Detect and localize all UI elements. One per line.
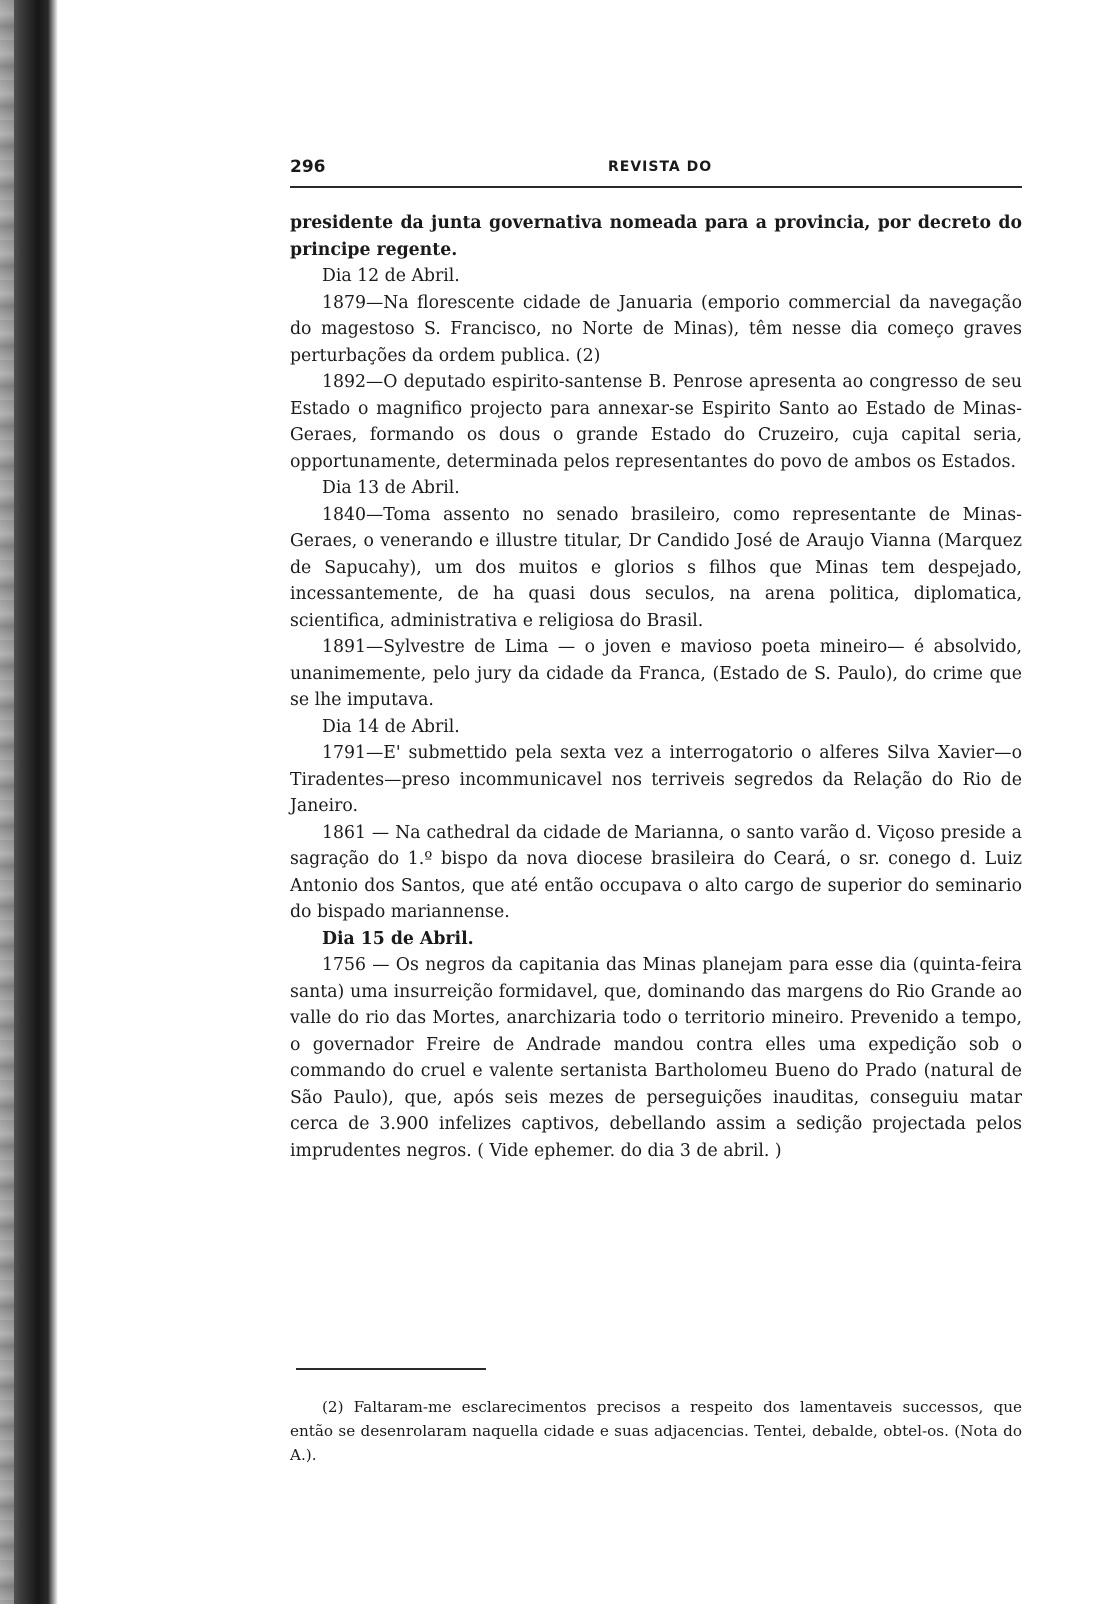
date-heading-13-april: Dia 13 de Abril. xyxy=(322,478,460,498)
entry-1879: 1879—Na florescente cidade de Januaria (emporio commercial da navegação do magestoso S. Francisco, no Norte de Minas), têm nesse dia começo graves perturbações da ordem publica. (2) xyxy=(290,292,1022,366)
entry-1861: 1861 — Na cathedral da cidade de Marianna, o santo varão d. Viçoso preside a sagração do 1.º bispo da nova diocese brasileira do Ceará, o sr. conego d. Luiz Antonio dos Santos, que até então occupava o alto cargo de superior do seminario do bispado mariannense. xyxy=(290,822,1022,922)
running-head xyxy=(290,157,1022,179)
entry-1756: 1756 — Os negros da capitania das Minas planejam para esse dia (quinta-feira santa) uma insurreição formidavel, que, dominando das margens do Rio Grande ao valle do rio das Mortes, anarchizaria todo o territorio mineiro. Prevenido a tempo, o governador Freire de Andrade mandou contra elles uma expedição sob o commando do cruel e valente sertanista Bartholomeu Bueno do Prado (natural de São Paulo), que, após seis mezes de perseguições inauditas, conseguiu matar cerca de 3.900 infelizes captivos, debellando assim a sedição projectada pelos imprudentes negros. ( Vide ephemer. do dia 3 de abril. ) xyxy=(290,955,1022,1161)
page-body xyxy=(290,210,1022,1164)
footnote-rule xyxy=(296,1368,486,1370)
page-number: 296 xyxy=(290,157,326,177)
entry-1892: 1892—O deputado espirito-santense B. Penrose apresenta ao congresso de seu Estado o magnifico projecto para annexar-se Espirito Santo ao Estado de Minas-Geraes, formando os dous o grande Estado do Cruzeiro, cuja capital seria, opportunamente, determinada pelos representantes do povo de ambos os Estados. xyxy=(290,372,1022,472)
entry-1840: 1840—Toma assento no senado brasileiro, como representante de Minas-Geraes, o venerando e illustre titular, Dr Candido José de Araujo Vianna (Marquez de Sapucahy), um dos muitos e glorios s filhos que Minas tem despejado, incessantemente, de ha quasi dous seculos, na arena politica, diplomatica, scientifica, administrativa e religiosa do Brasil. xyxy=(290,504,1022,631)
running-title: REVISTA DO xyxy=(608,159,713,175)
footnote xyxy=(290,1395,1022,1467)
date-heading-12-april: Dia 12 de Abril. xyxy=(322,266,460,286)
entry-1891: 1891—Sylvestre de Lima — o joven e mavioso poeta mineiro— é absolvido, unanimemente, pelo jury da cidade da Franca, (Estado de S. Paulo), do crime que se lhe imputava. xyxy=(290,637,1022,710)
date-heading-15-april: Dia 15 de Abril. xyxy=(322,928,474,949)
page-edge-texture xyxy=(0,0,14,1604)
header-rule xyxy=(290,186,1022,188)
date-heading-14-april: Dia 14 de Abril. xyxy=(322,716,460,737)
entry-1791: 1791—E' submettido pela sexta vez a interrogatorio o alferes Silva Xavier—o Tiradentes—preso incommunicavel nos terriveis segredos da Relação do Rio de Janeiro. xyxy=(290,743,1022,816)
footnote-text: (2) Faltaram-me esclarecimentos precisos a respeito dos lamentaveis successos, que então se desenrolaram naquella cidade e suas adjacencias. Tentei, debalde, obtel-os. (Nota do A.). xyxy=(290,1398,1022,1464)
intro-paragraph: presidente da junta governativa nomeada para a provincia, por decreto do principe regente. xyxy=(290,213,1022,260)
